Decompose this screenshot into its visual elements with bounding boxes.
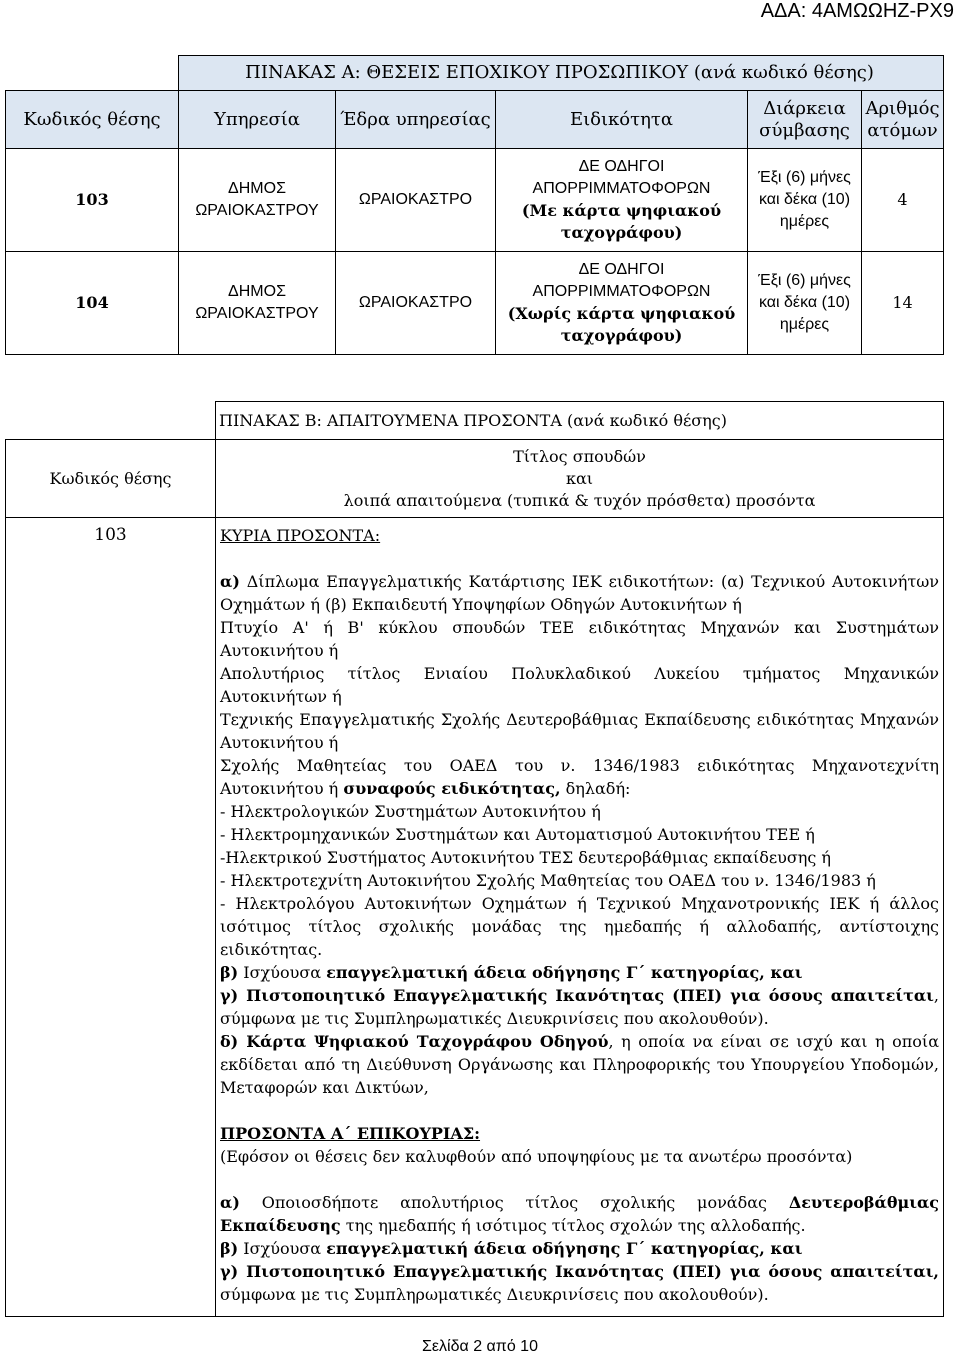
main-line-2: Πτυχίο Α' ή Β' κύκλου σπουδών ΤΕΕ ειδικότητας Μηχανών και Συστημάτων Αυτοκινήτου ή [220, 618, 939, 660]
related-5: - Ηλεκτρολόγου Αυτοκινήτων Οχημάτων ή Τεχνικού Μηχανοτρονικής ΙΕΚ ή άλλος ισότιμος τίτλος σχολικής μονάδας της ημεδαπής ή αλλοδαπής, αντίστοιχης ειδικότητας. [220, 894, 939, 959]
related-3: -Ηλεκτρικού Συστήματος Αυτοκινήτου ΤΕΣ δευτεροβάθμιας εκπαίδευσης ή [220, 848, 832, 867]
row-service: ΔΗΜΟΣ ΩΡΑΙΟΚΑΣΤΡΟΥ [179, 149, 336, 252]
specialty-note: (Με κάρτα ψηφιακού ταχογράφου) [521, 201, 722, 242]
row-code: 103 [6, 149, 179, 252]
main-line-5: Σχολής Μαθητείας του ΟΑΕΔ του ν. 1346/1983 ειδικότητας Μηχανοτεχνίτη Αυτοκινήτου ή συναφούς ειδικότητας, δηλαδή: [220, 756, 939, 798]
header-persons: Αριθμός ατόμων [862, 91, 944, 149]
specialty-note: (Χωρίς κάρτα ψηφιακού ταχογράφου) [507, 304, 736, 345]
main-item-c: γ) Πιστοποιητικό Επαγγελματικής Ικανότητας (ΠΕΙ) για όσους απαιτείται, σύμφωνα με τις Συμπληρωματικές Διευκρινίσεις που ακολουθούν). [220, 986, 939, 1028]
row-persons: 14 [862, 252, 944, 355]
main-line-3: Απολυτήριος τίτλος Ενιαίου Πολυκλαδικού Λυκείου τμήματος Μηχανικών Αυτοκινήτων ή [220, 664, 939, 706]
main-item-a: α) Δίπλωμα Επαγγελματικής Κατάρτισης ΙΕΚ ειδικοτήτων: (α) Τεχνικού Αυτοκινήτων Οχημάτων ή (β) Εκπαιδευτή Υποψηφίων Οδηγών Αυτοκινήτων ή [220, 572, 939, 614]
header-specialty: Ειδικότητα [496, 91, 748, 149]
row-duration: Έξι (6) μήνες και δέκα (10) ημέρες [748, 149, 862, 252]
table-row [6, 149, 944, 252]
aux-item-c: γ) Πιστοποιητικό Επαγγελματικής Ικανότητας (ΠΕΙ) για όσους απαιτείται, σύμφωνα με τις Συμπληρωματικές Διευκρινίσεις που ακολουθούν). [220, 1262, 939, 1304]
row-seat: ΩΡΑΙΟΚΑΣΤΡΟ [336, 252, 496, 355]
row-duration: Έξι (6) μήνες και δέκα (10) ημέρες [748, 252, 862, 355]
table-b-title: ΠΙΝΑΚΑΣ Β: ΑΠΑΙΤΟΥΜΕΝΑ ΠΡΟΣΟΝΤΑ (ανά κωδικό θέσης) [216, 402, 944, 440]
aux-item-a: α) Οποιοσδήποτε απολυτήριος τίτλος σχολικής μονάδας Δευτεροβάθμιας Εκπαίδευσης της ημεδαπής ή ισότιμος τίτλος σχολών της αλλοδαπής. [220, 1193, 940, 1235]
header-title-1: Τίτλος σπουδών [513, 446, 646, 466]
main-item-b: β) Ισχύουσα επαγγελματική άδεια οδήγησης Γ΄ κατηγορίας, και [220, 963, 803, 982]
row-persons: 4 [862, 149, 944, 252]
main-item-d: δ) Κάρτα Ψηφιακού Ταχογράφου Οδηγού, η οποία να είναι σε ισχύ και η οποία εκδίδεται από τη Διεύθυνση Οργάνωσης και Πληροφορικής του Υπουργείου Υποδομών, Μεταφορών και Δικτύων, [220, 1032, 939, 1097]
header-title-2: και [565, 468, 594, 488]
header-qualifications [216, 440, 944, 518]
row-service: ΔΗΜΟΣ ΩΡΑΙΟΚΑΣΤΡΟΥ [179, 252, 336, 355]
qualifications-cell [216, 518, 944, 1317]
main-line-4: Τεχνικής Επαγγελματικής Σχολής Δευτεροβάθμιας Εκπαίδευσης ειδικότητας Μηχανών Αυτοκινήτου ή [220, 710, 939, 752]
header-code: Κωδικός θέσης [6, 440, 216, 518]
header-title-3: λοιπά απαιτούμενα (τυπικά & τυχόν πρόσθετα) προσόντα [343, 490, 816, 510]
header-code: Κωδικός θέσης [6, 91, 179, 149]
aux-item-b: β) Ισχύουσα επαγγελματική άδεια οδήγησης Γ΄ κατηγορίας, και [220, 1239, 803, 1258]
related-4: - Ηλεκτροτεχνίτη Αυτοκινήτου Σχολής Μαθητείας του ΟΑΕΔ του ν. 1346/1983 ή [220, 871, 876, 890]
related-1: - Ηλεκτρολογικών Συστημάτων Αυτοκινήτου ή [220, 802, 601, 821]
header-service: Υπηρεσία [179, 91, 336, 149]
header-seat: Έδρα υπηρεσίας [336, 91, 496, 149]
row-code: 104 [6, 252, 179, 355]
aux-heading: ΠΡΟΣΟΝΤΑ Α΄ ΕΠΙΚΟΥΡΙΑΣ: [220, 1124, 481, 1143]
row-specialty [496, 252, 748, 355]
table-a-title: ΠΙΝΑΚΑΣ Α: ΘΕΣΕΙΣ ΕΠΟΧΙΚΟΥ ΠΡΟΣΩΠΙΚΟΥ (ανά κωδικό θέσης) [179, 56, 944, 91]
table-row [6, 518, 944, 1317]
table-b [5, 401, 944, 1317]
related-2: - Ηλεκτρομηχανικών Συστημάτων και Αυτοματισμού Αυτοκινήτου ΤΕΕ ή [220, 825, 815, 844]
row-seat: ΩΡΑΙΟΚΑΣΤΡΟ [336, 149, 496, 252]
aux-note: (Εφόσον οι θέσεις δεν καλυφθούν από υποψηφίους με τα ανωτέρω προσόντα) [220, 1147, 853, 1166]
row-specialty [496, 149, 748, 252]
main-heading: ΚΥΡΙΑ ΠΡΟΣΟΝΤΑ: [220, 526, 381, 545]
specialty-main: ΔΕ ΟΔΗΓΟΙ ΑΠΟΡΡΙΜΜΑΤΟΦΟΡΩΝ [532, 158, 711, 197]
header-duration: Διάρκεια σύμβασης [748, 91, 862, 149]
row-code: 103 [6, 518, 216, 1317]
specialty-main: ΔΕ ΟΔΗΓΟΙ ΑΠΟΡΡΙΜΜΑΤΟΦΟΡΩΝ [532, 261, 711, 300]
ada-header: ΑΔΑ: 4ΑΜΩΩΗΖ-ΡΧ9 [760, 0, 954, 22]
table-a [5, 55, 944, 355]
page-footer: Σελίδα 2 από 10 [422, 1338, 538, 1355]
table-row [6, 252, 944, 355]
